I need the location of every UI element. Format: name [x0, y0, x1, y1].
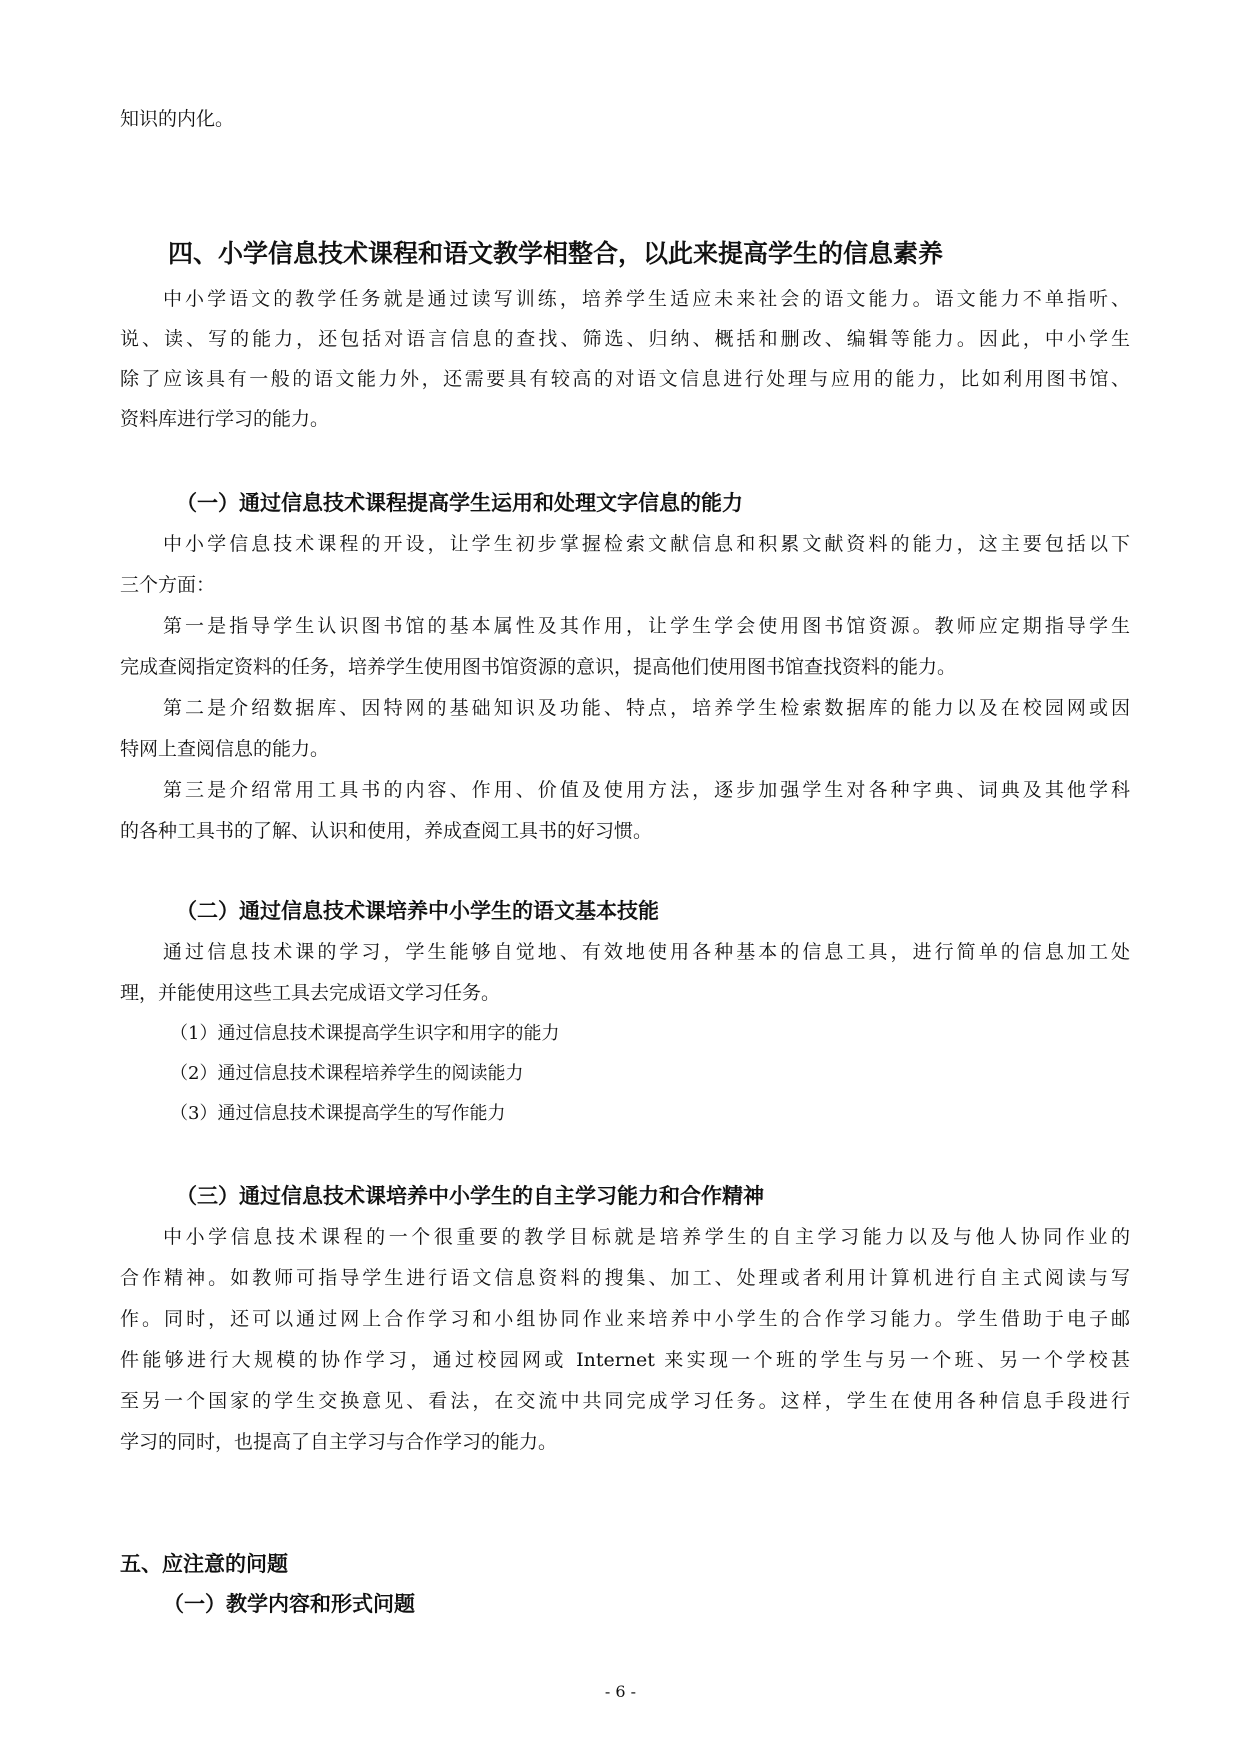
- subsection-2-item: （2）通过信息技术课程培养学生的阅读能力: [170, 1063, 524, 1084]
- section-4-paragraph-line: 资料库进行学习的能力。: [120, 408, 330, 430]
- subsection-3-line: 中小学信息技术课程的一个很重要的教学目标就是培养学生的自主学习能力以及与他人协同作业的: [163, 1226, 1130, 1248]
- subsection-1-line: 的各种工具书的了解、认识和使用，养成查阅工具书的好习惯。: [120, 820, 653, 842]
- section-5-heading: 五、应注意的问题: [120, 1552, 288, 1576]
- subsection-1-line: 三个方面：: [120, 574, 216, 596]
- intro-tail-text: 知识的内化。: [120, 108, 235, 130]
- subsection-2-item: （1）通过信息技术课提高学生识字和用字的能力: [170, 1023, 560, 1044]
- subsection-2-heading: （二）通过信息技术课培养中小学生的语文基本技能: [176, 899, 659, 923]
- subsection-1-line: 第三是介绍常用工具书的内容、作用、价值及使用方法，逐步加强学生对各种字典、词典及其他学科: [163, 779, 1130, 801]
- subsection-3-line: 至另一个国家的学生交换意见、看法，在交流中共同完成学习任务。这样，学生在使用各种信息手段进行: [120, 1390, 1130, 1412]
- subsection-2-item: （3）通过信息技术课提高学生的写作能力: [170, 1103, 506, 1124]
- subsection-3-heading: （三）通过信息技术课培养中小学生的自主学习能力和合作精神: [176, 1184, 764, 1208]
- subsection-3-line: 作。同时，还可以通过网上合作学习和小组协同作业来培养中小学生的合作学习能力。学生借助于电子邮: [120, 1308, 1130, 1330]
- subsection-3-line: 件能够进行大规模的协作学习，通过校园网或 Internet 来实现一个班的学生与另一个班、另一个学校甚: [120, 1349, 1130, 1371]
- section-4-paragraph-line: 除了应该具有一般的语文能力外，还需要具有较高的对语文信息进行处理与应用的能力，比如利用图书馆、: [120, 368, 1130, 390]
- subsection-2-line: 理，并能使用这些工具去完成语文学习任务。: [120, 982, 501, 1004]
- subsection-1-line: 完成查阅指定资料的任务，培养学生使用图书馆资源的意识，提高他们使用图书馆查找资料的能力。: [120, 656, 957, 678]
- subsection-2-line: 通过信息技术课的学习，学生能够自觉地、有效地使用各种基本的信息工具，进行简单的信息加工处: [163, 941, 1130, 963]
- subsection-1-line: 特网上查阅信息的能力。: [120, 738, 330, 760]
- subsection-1-line: 中小学信息技术课程的开设，让学生初步掌握检索文献信息和积累文献资料的能力，这主要包括以下: [163, 533, 1130, 555]
- subsection-3-line: 合作精神。如教师可指导学生进行语文信息资料的搜集、加工、处理或者利用计算机进行自主式阅读与写: [120, 1267, 1130, 1289]
- subsection-1-line: 第二是介绍数据库、因特网的基础知识及功能、特点，培养学生检索数据库的能力以及在校园网或因: [163, 697, 1130, 719]
- page-number: - 6 -: [604, 1682, 637, 1701]
- subsection-1-line: 第一是指导学生认识图书馆的基本属性及其作用，让学生学会使用图书馆资源。教师应定期指导学生: [163, 615, 1130, 637]
- subsection-3-line: 学习的同时，也提高了自主学习与合作学习的能力。: [120, 1431, 558, 1453]
- section-4-paragraph-line: 中小学语文的教学任务就是通过读写训练，培养学生适应未来社会的语文能力。语文能力不单指听、: [163, 288, 1130, 310]
- section-4-paragraph-line: 说、读、写的能力，还包括对语言信息的查找、筛选、归纳、概括和删改、编辑等能力。因此，中小学生: [120, 328, 1130, 350]
- section-4-heading: 四、小学信息技术课程和语文教学相整合，以此来提高学生的信息素养: [168, 239, 944, 268]
- section-5-subsection-1-heading: （一）教学内容和形式问题: [163, 1592, 415, 1616]
- subsection-1-heading: （一）通过信息技术课程提高学生运用和处理文字信息的能力: [176, 491, 743, 515]
